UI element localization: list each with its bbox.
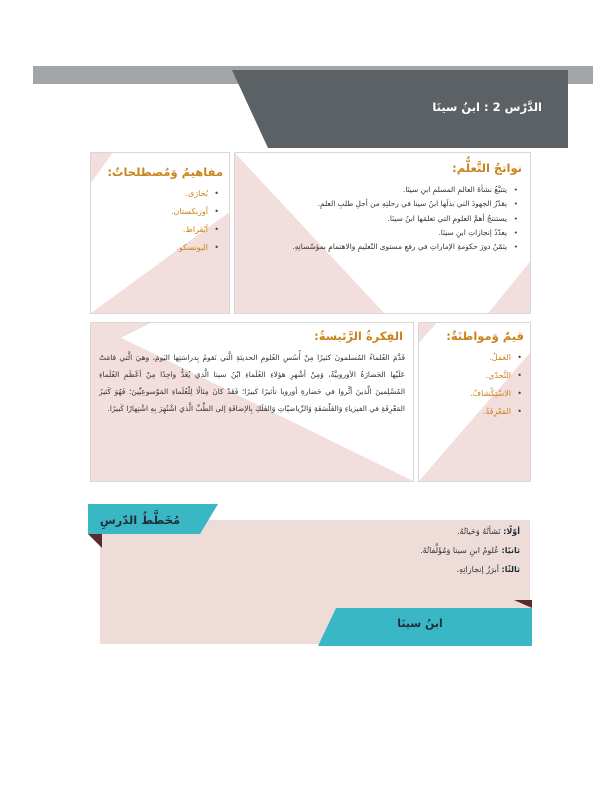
concepts-heading: مفاهيمُ وَمُصطلحاتٌ:	[107, 165, 223, 179]
list-item: • أوزبكستان.	[109, 203, 219, 221]
values-list	[427, 349, 522, 421]
list-item: • يعدّدُ إنجازاتِ ابنِ سينَا.	[246, 226, 518, 240]
outline-item-label: ثانيًا:	[501, 546, 520, 555]
outline-list	[220, 522, 520, 579]
values-heading: قيمٌ وَمواطنَةٌ:	[446, 329, 524, 343]
outline-item-text: عُلومُ ابنِ سينا وَمُؤَلَّفاتُهُ.	[420, 546, 499, 555]
list-item: • بُخارَى.	[109, 185, 219, 203]
outcomes-panel	[234, 152, 531, 314]
list-item: • الاسْتِكْشافُ.	[427, 385, 522, 403]
outcomes-heading: نواتجُ التَّعلُّم:	[452, 161, 522, 175]
list-item: • المَعْرِفَةُ.	[427, 403, 522, 421]
concepts-list	[109, 185, 219, 257]
list-item: • أبُقراط.	[109, 221, 219, 239]
outline-item-label: أوّلًا:	[503, 527, 520, 536]
list-item: • يتتبَّعُ نشأةَ العالمِ المسلمِ ابنِ سينَا.	[246, 183, 518, 197]
main-idea-text: قَدَّمَ العُلماءُ المُسلمونَ كثيرًا مِنْ أُسُسِ العُلومِ الحديثةِ الَّتي نَقومُ بِدراسَتِها اليَومَ، وهيَ الَّتي قامَتْ عَلَيْها الحَضارَةُ الأوروبيَّةُ، وَمِنْ أشْهرِ هؤلاءِ العُلَماءِ ابْنُ سينا الَّذي يُعَدُّ واحِدًا مِنْ أعْظَمِ العُلَماءِ المُسْلِمينَ الَّذينَ أثَّروا في حَضارةِ أوروبا تأثيرًا كبيرًا؛ فَقَدْ كانَ مِثالًا لِلْعُلَماءِ المَوْسوعِيِّينَ؛ فَهُوَ كَثيرُ المَعْرِفَةِ في الفيزياءِ وَالفَلْسَفَةِ وَالرِّياضيّاتِ وَالفَلَكِ بِالإضافَةِ إلى الطِّبِّ الَّذي اشْتُهِرَ بِهِ اشْتِهارًا كَبيرًا.	[99, 353, 405, 413]
outline-item-text: نَشأتُهُ وَحَياتُهُ.	[457, 527, 501, 536]
list-item: • العَمَلُ.	[427, 349, 522, 367]
outline-item-label: ثالثًا:	[501, 565, 520, 574]
outcomes-list	[246, 183, 518, 254]
concepts-panel	[90, 152, 230, 314]
outline-item-text: أبرَزُ إنجازاتِهِ.	[456, 565, 499, 574]
outline-item	[220, 522, 520, 541]
list-item: • اليونسكو.	[109, 239, 219, 257]
list-item: • التَّحدّي.	[427, 367, 522, 385]
outline-footer-label: ابنُ سينَا	[397, 617, 443, 630]
values-panel	[418, 322, 531, 482]
list-item: • يثمّنُ دورَ حكومةِ الإماراتِ في رفعِ مستوى التّعليمِ والاهتمامِ بمؤسّساتِهِ.	[246, 240, 518, 254]
list-item: • يستنتجُ أهمَّ العلومِ التي تعلمَها ابنُ سينَا.	[246, 212, 518, 226]
outline-tab-label: مُخَطَّطُ الدّرسِ	[99, 513, 181, 527]
outline-item	[220, 560, 520, 579]
list-item: • يقدّرُ الجهودَ التي بذلَها ابنُ سينا في رحلتِهِ من أجلِ طلبِ العلمِ.	[246, 197, 518, 211]
main-idea-heading: الفِكرةُ الرَّئيسةُ:	[314, 329, 403, 343]
lesson-title: الدَّرْس 2 : ابنُ سينَا	[432, 100, 542, 114]
main-idea-panel	[90, 322, 414, 482]
outline-item	[220, 541, 520, 560]
